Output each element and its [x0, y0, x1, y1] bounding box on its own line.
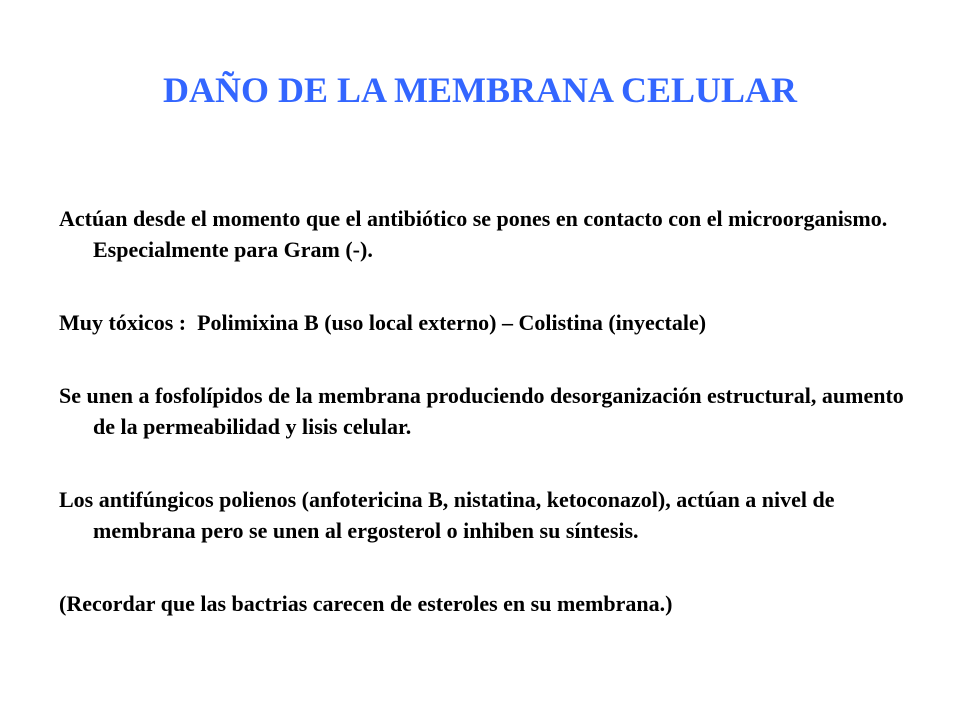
- paragraph-antifungals: Los antifúngicos polienos (anfotericina B, nistatina, ketoconazol), actúan a nivel de membrana pero se unen al ergosterol o inhiben su síntesis.: [59, 487, 841, 543]
- paragraph-phospholipids: Se unen a fosfolípidos de la membrana produciendo desorganización estructural, aumento de la permeabilidad y lisis celular.: [59, 383, 910, 439]
- paragraph-bacteria-sterols: (Recordar que las bactrias carecen de esteroles en su membrana.): [59, 591, 673, 616]
- slide-body: [59, 203, 919, 661]
- slide-title: DAÑO DE LA MEMBRANA CELULAR: [162, 70, 798, 110]
- paragraph-membrane-action: Actúan desde el momento que el antibiótico se pones en contacto con el microorganismo. Especialmente para Gram (-).: [59, 206, 893, 262]
- paragraph-toxic-drugs: Muy tóxicos : Polimixina B (uso local externo) – Colistina (inyectale): [59, 310, 707, 335]
